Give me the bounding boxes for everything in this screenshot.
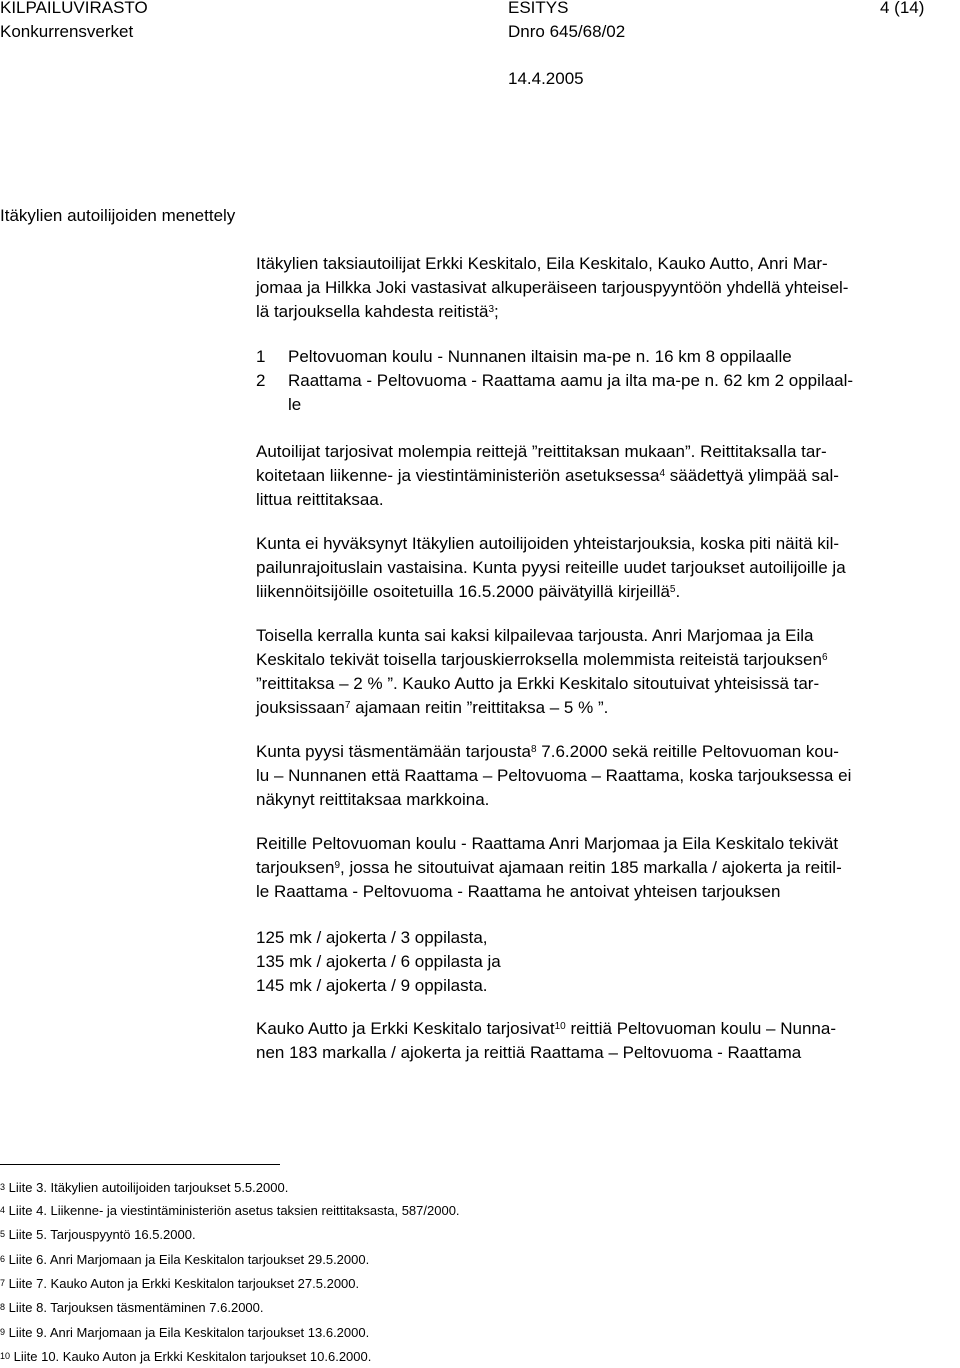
list-item: [256, 369, 956, 393]
footnote-ref: 5: [669, 584, 676, 595]
text-fragment: lä tarjouksella kahdesta reitistä: [256, 302, 489, 321]
paragraph-competing-offer: [256, 1017, 956, 1065]
text-line: näkynyt reittitaksaa markkoina.: [256, 790, 490, 809]
footnote-text: Liite 7. Kauko Auton ja Erkki Keskitalon tarjoukset 27.5.2000.: [5, 1276, 360, 1291]
text-line: Kunta ei hyväksynyt Itäkylien autoilijoiden yhteistarjouksia, koska piti näitä kil-: [256, 534, 840, 553]
text-line: pailunrajoituslain vastaisina. Kunta pyysi reiteille uudet tarjoukset autoilijoille ja: [256, 558, 846, 577]
list-item: [256, 345, 956, 369]
footnote-number: 6: [0, 1254, 6, 1264]
footnote: [0, 1180, 288, 1196]
text-fragment: liikennöitsijöille osoitetuilla 16.5.2000 päivätyillä kirjeillä: [256, 582, 670, 601]
footnote-number: 4: [0, 1205, 6, 1215]
footnote-number: 8: [0, 1302, 6, 1312]
text-line: littua reittitaksaa.: [256, 490, 384, 509]
footnote-ref: 7: [344, 700, 351, 711]
text-fragment: reittiä Peltovuoman koulu – Nunna-: [565, 1019, 836, 1038]
route-list: [256, 345, 956, 417]
footnote-number: 5: [0, 1229, 6, 1239]
route-text-continued: le: [288, 395, 302, 414]
document-date: 14.4.2005: [508, 69, 584, 88]
agency-name: KILPAILUVIRASTO: [0, 0, 148, 17]
footnote: [0, 1227, 196, 1243]
text-line: [256, 856, 956, 880]
text-line: Toisella kerralla kunta sai kaksi kilpailevaa tarjousta. Anri Marjomaa ja Eila: [256, 626, 814, 645]
text-fragment: .: [675, 582, 681, 601]
agency-name-swedish: Konkurrensverket: [0, 22, 134, 41]
text-line: Itäkylien taksiautoilijat Erkki Keskitalo, Eila Keskitalo, Kauko Autto, Anri Mar-: [256, 254, 828, 273]
footnote-number: 3: [0, 1182, 6, 1192]
document-number: Dnro 645/68/02: [508, 22, 626, 41]
paragraph-municipality-rejection: [256, 532, 956, 604]
footnote-number: 10: [0, 1351, 11, 1361]
footnote-number: 7: [0, 1278, 6, 1288]
route-text: Raattama - Peltovuoma - Raattama aamu ja ilta ma-pe n. 62 km 2 oppilaal-: [288, 371, 854, 390]
paragraph-route-tariff: [256, 440, 956, 512]
footnote: [0, 1325, 369, 1341]
price-list: [256, 926, 956, 998]
paragraph-offers: [256, 252, 956, 324]
text-line: ”reittitaksa – 2 % ”. Kauko Autto ja Erkki Keskitalo sitoutuivat yhteisissä tar-: [256, 674, 820, 693]
footnote-ref: 6: [821, 652, 828, 663]
text-fragment: Keskitalo tekivät toisella tarjouskierroksella molemmista reiteistä tarjouksen: [256, 650, 822, 669]
text-line: [256, 580, 956, 604]
text-fragment: Kauko Autto ja Erkki Keskitalo tarjosivat: [256, 1019, 555, 1038]
price-item: 125 mk / ajokerta / 3 oppilasta,: [256, 928, 488, 947]
text-line: jomaa ja Hilkka Joki vastasivat alkuperäiseen tarjouspyyntöön yhdellä yhteisel-: [256, 278, 849, 297]
price-item: 135 mk / ajokerta / 6 oppilasta ja: [256, 952, 501, 971]
footnote-ref: 10: [554, 1021, 566, 1032]
footnote-ref: 3: [488, 304, 495, 315]
text-line: le Raattama - Peltovuoma - Raattama he antoivat yhteisen tarjouksen: [256, 882, 781, 901]
text-fragment: Kunta pyysi täsmentämään tarjousta: [256, 742, 531, 761]
text-fragment: jouksissaan: [256, 698, 345, 717]
text-line: Autoilijat tarjosivat molempia reittejä ”reittitaksan mukaan”. Reittitaksalla tar-: [256, 442, 827, 461]
document-type: ESITYS: [508, 0, 569, 17]
text-fragment: ajamaan reitin ”reittitaksa – 5 % ”.: [350, 698, 609, 717]
footnote: [0, 1300, 264, 1316]
text-line: [256, 648, 956, 672]
text-fragment: koitetaan liikenne- ja viestintäministeriön asetuksessa: [256, 466, 660, 485]
text-line: [256, 300, 956, 324]
text-line: [256, 1017, 956, 1041]
text-line: [256, 696, 956, 720]
text-line: Reitille Peltovuoman koulu - Raattama Anri Marjomaa ja Eila Keskitalo tekivät: [256, 834, 839, 853]
text-line: [256, 740, 956, 764]
page-number: 4 (14): [880, 0, 925, 17]
footnote-text: Liite 10. Kauko Auton ja Erkki Keskitalon tarjoukset 10.6.2000.: [10, 1349, 372, 1364]
text-fragment: 7.6.2000 sekä reitille Peltovuoman kou-: [536, 742, 839, 761]
footnote-text: Liite 6. Anri Marjomaan ja Eila Keskitalon tarjoukset 29.5.2000.: [5, 1252, 370, 1267]
section-heading: Itäkylien autoilijoiden menettely: [0, 206, 236, 225]
paragraph-second-round: [256, 624, 956, 720]
footnote: [0, 1252, 369, 1268]
text-line: [256, 464, 956, 488]
footnote-ref: 8: [530, 744, 537, 755]
text-fragment: säädettyä ylimpää sal-: [665, 466, 839, 485]
footnote: [0, 1349, 371, 1365]
text-fragment: tarjouksen: [256, 858, 335, 877]
route-number: 2: [256, 371, 266, 390]
text-fragment: , jossa he sitoutuivat ajamaan reitin 185 markalla / ajokerta ja reitil-: [340, 858, 842, 877]
footnote-text: Liite 5. Tarjouspyyntö 16.5.2000.: [5, 1227, 196, 1242]
text-line: nen 183 markalla / ajokerta ja reittiä Raattama – Peltovuoma - Raattama: [256, 1043, 802, 1062]
paragraph-offer-details: [256, 832, 956, 904]
footnote-text: Liite 3. Itäkylien autoilijoiden tarjoukset 5.5.2000.: [5, 1180, 289, 1195]
footnote: [0, 1276, 359, 1292]
footnote-ref: 4: [659, 468, 666, 479]
footnote-text: Liite 4. Liikenne- ja viestintäministeriön asetus taksien reittitaksasta, 587/2000.: [5, 1203, 460, 1218]
route-text: Peltovuoman koulu - Nunnanen iltaisin ma-pe n. 16 km 8 oppilaalle: [288, 347, 792, 366]
route-number: 1: [256, 347, 266, 366]
footnote-text: Liite 9. Anri Marjomaan ja Eila Keskitalon tarjoukset 13.6.2000.: [5, 1325, 370, 1340]
paragraph-clarification: [256, 740, 956, 812]
price-item: 145 mk / ajokerta / 9 oppilasta.: [256, 976, 488, 995]
text-fragment: ;: [494, 302, 499, 321]
footnote-divider: [0, 1164, 280, 1165]
text-line: lu – Nunnanen että Raattama – Peltovuoma – Raattama, koska tarjouksessa ei: [256, 766, 852, 785]
footnote-text: Liite 8. Tarjouksen täsmentäminen 7.6.2000.: [5, 1300, 264, 1315]
footnote-ref: 9: [334, 860, 340, 871]
footnote: [0, 1203, 460, 1219]
footnote-number: 9: [0, 1327, 6, 1337]
